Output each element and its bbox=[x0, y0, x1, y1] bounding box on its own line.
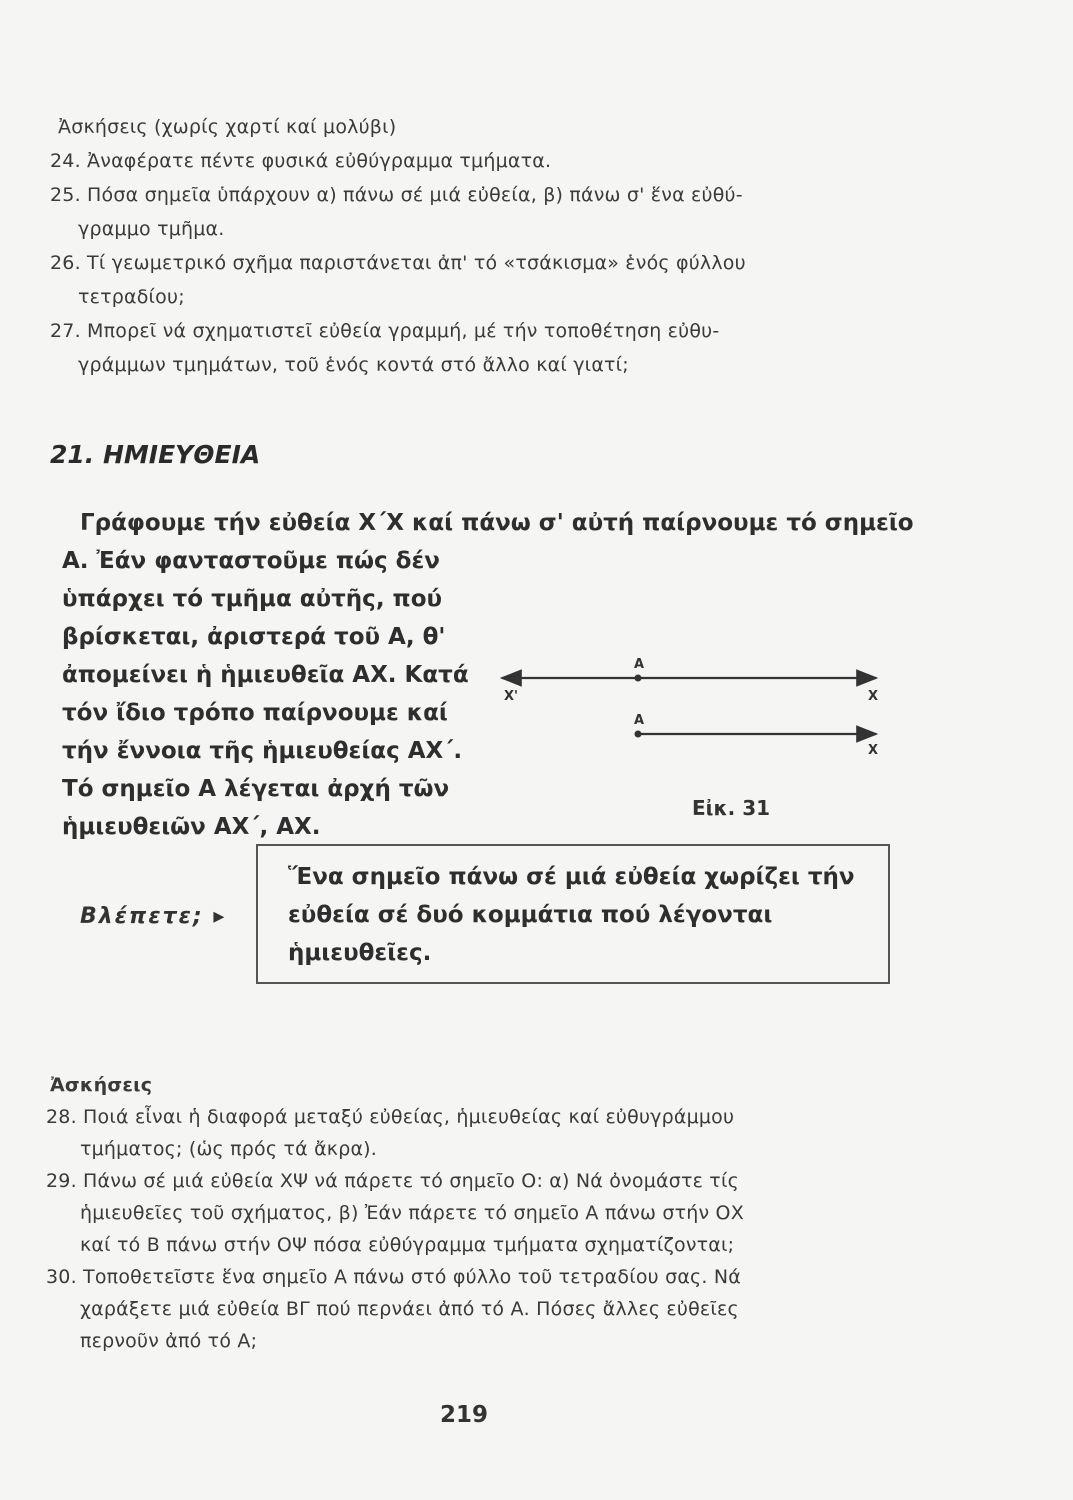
label-a-line2: Α bbox=[634, 713, 645, 728]
exercise-28-cont: τμήματος; (ὡς πρός τά ἄκρα). bbox=[80, 1138, 378, 1160]
section-paragraph-line: ἀπομείνει ἡ ἡμιευθεῖα ΑΧ. Κατά bbox=[62, 662, 469, 688]
figure-caption: Εἰκ. 31 bbox=[692, 796, 771, 820]
see-label-group bbox=[80, 904, 226, 929]
section-paragraph-line: τόν ἴδιο τρόπο παίρνουμε καί bbox=[62, 700, 448, 726]
exercises-title-bottom: Ἀσκήσεις bbox=[50, 1074, 153, 1096]
exercise-27: 27. Μπορεῖ νά σχηματιστεῖ εὐθεία γραμμή, μέ τήν τοποθέτηση εὐθυ- bbox=[50, 320, 720, 342]
figure-31 bbox=[490, 650, 890, 770]
label-x-line2: Χ bbox=[868, 743, 879, 758]
exercises-title-top: Ἀσκήσεις (χωρίς χαρτί καί μολύβι) bbox=[58, 116, 397, 138]
exercise-29: 29. Πάνω σέ μιά εὐθεία ΧΨ νά πάρετε τό σημεῖο Ο: α) Νά ὀνομάστε τίς bbox=[46, 1170, 739, 1192]
section-paragraph-line: Α. Ἐάν φανταστοῦμε πώς δέν bbox=[62, 548, 440, 574]
section-paragraph-line: Γράφουμε τήν εὐθεία Χ΄Χ καί πάνω σ' αὐτή παίρνουμε τό σημεῖο bbox=[80, 510, 914, 536]
section-heading: 21. ΗΜΙΕΥΘΕΙΑ bbox=[50, 440, 261, 469]
label-a-line1: Α bbox=[634, 657, 645, 672]
label-x-prime: Χ' bbox=[504, 689, 519, 704]
exercise-25: 25. Πόσα σημεῖα ὑπάρχουν α) πάνω σέ μιά εὐθεία, β) πάνω σ' ἕνα εὐθύ- bbox=[50, 184, 743, 206]
section-paragraph-line: Τό σημεῖο Α λέγεται ἀρχή τῶν bbox=[62, 776, 450, 802]
exercise-28: 28. Ποιά εἶναι ἡ διαφορά μεταξύ εὐθείας, ἡμιευθείας καί εὐθυγράμμου bbox=[46, 1106, 735, 1128]
exercise-27-cont: γράμμων τμημάτων, τοῦ ἑνός κοντά στό ἄλλο καί γιατί; bbox=[78, 354, 629, 376]
definition-box bbox=[256, 844, 890, 984]
exercise-29-cont: καί τό Β πάνω στήν ΟΨ πόσα εὐθύγραμμα τμήματα σχηματίζονται; bbox=[80, 1234, 735, 1256]
page-number: 219 bbox=[440, 1402, 489, 1428]
exercise-26-cont: τετραδίου; bbox=[78, 286, 185, 308]
section-paragraph-line: ἡμιευθειῶν ΑΧ΄, ΑΧ. bbox=[62, 814, 321, 840]
section-paragraph-line: τήν ἔννοια τῆς ἡμιευθείας ΑΧ΄. bbox=[62, 738, 463, 764]
section-paragraph-line: βρίσκεται, ἀριστερά τοῦ Α, θ' bbox=[62, 624, 446, 650]
see-label: Βλέπετε; bbox=[80, 904, 204, 929]
point-a-line1 bbox=[635, 675, 642, 682]
definition-line: Ἕνα σημεῖο πάνω σέ μιά εὐθεία χωρίζει τήν bbox=[288, 864, 855, 890]
exercise-30: 30. Τοποθετεῖστε ἕνα σημεῖο Α πάνω στό φύλλο τοῦ τετραδίου σας. Νά bbox=[46, 1266, 742, 1288]
exercise-30-cont: περνοῦν ἀπό τό Α; bbox=[80, 1330, 258, 1352]
exercise-26: 26. Τί γεωμετρικό σχῆμα παριστάνεται ἀπ' τό «τσάκισμα» ἑνός φύλλου bbox=[50, 252, 746, 274]
exercise-30-cont: χαράξετε μιά εὐθεία ΒΓ πού περνάει ἀπό τό Α. Πόσες ἄλλες εὐθεῖες bbox=[80, 1298, 739, 1320]
definition-line: εὐθεία σέ δυό κομμάτια πού λέγονται bbox=[288, 902, 773, 928]
definition-line: ἡμιευθεῖες. bbox=[288, 940, 432, 966]
section-paragraph-line: ὑπάρχει τό τμῆμα αὐτῆς, πού bbox=[62, 586, 443, 612]
exercise-24: 24. Ἀναφέρατε πέντε φυσικά εὐθύγραμμα τμήματα. bbox=[50, 150, 552, 172]
exercise-29-cont: ἡμιευθεῖες τοῦ σχήματος, β) Ἐάν πάρετε τό σημεῖο Α πάνω στήν ΟΧ bbox=[80, 1202, 744, 1224]
arrow-right-icon: ▸ bbox=[213, 904, 227, 929]
exercise-25-cont: γραμμο τμῆμα. bbox=[78, 218, 225, 240]
label-x-line1: Χ bbox=[868, 689, 879, 704]
point-a-line2 bbox=[635, 731, 642, 738]
